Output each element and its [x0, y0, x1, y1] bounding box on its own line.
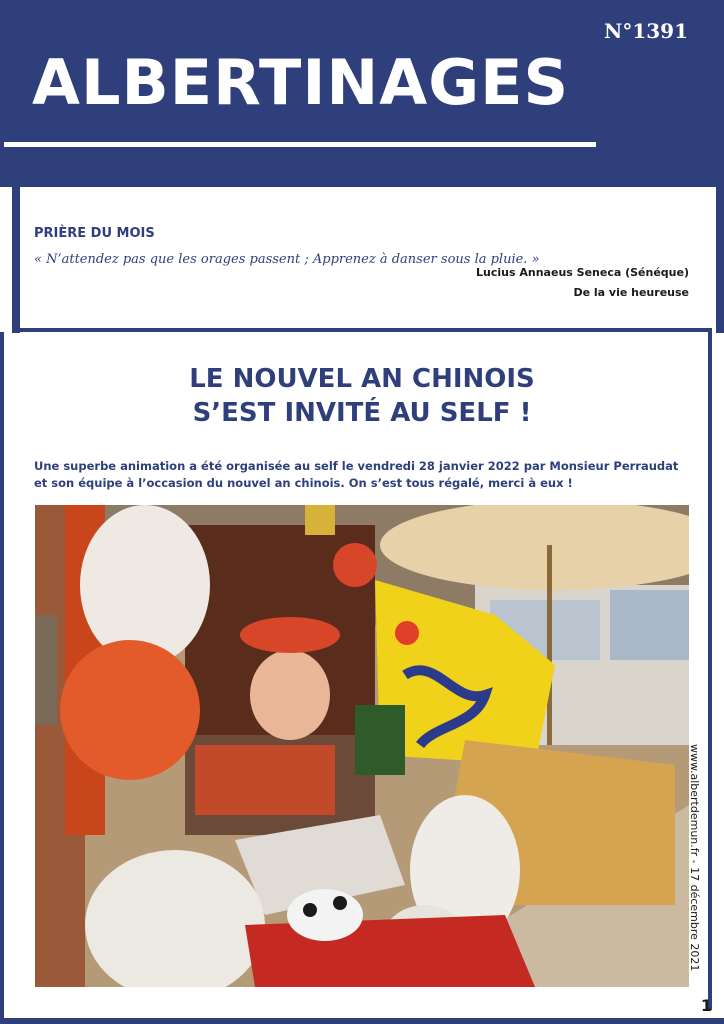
frame-right-border — [708, 328, 712, 1010]
article-headline — [20, 362, 704, 430]
article-lede: Une superbe animation a été organisée au self le vendredi 28 janvier 2022 par Monsieur Perraudat et son équipe à l’occasion du nouvel an chinois. On s’est tous régalé, merci à eux ! — [34, 459, 679, 490]
frame-left-border — [0, 332, 4, 1024]
frame-left-edge — [12, 187, 20, 333]
chinese-new-year-display-image — [35, 505, 689, 987]
frame-right-edge — [716, 187, 724, 333]
masthead-rule — [4, 142, 596, 147]
prayer-quote: « N’attendez pas que les orages passent ; Apprenez à danser sous la pluie. » — [34, 252, 540, 267]
headline-line-2: S’EST INVITÉ AU SELF ! — [192, 398, 532, 428]
prayer-heading: PRIÈRE DU MOIS — [34, 226, 155, 241]
headline-line-1: LE NOUVEL AN CHINOIS — [189, 364, 535, 394]
quote-source: De la vie heureuse — [573, 286, 689, 299]
side-website-date: www.albertdemun.fr - 17 décembre 2021 — [688, 744, 701, 972]
page-number: 1 — [700, 996, 712, 1015]
frame-divider — [12, 328, 712, 332]
frame-bottom-border — [0, 1018, 724, 1024]
masthead-banner — [0, 0, 724, 187]
issue-number: N°1391 — [604, 19, 688, 43]
masthead-title: ALBERTINAGES — [32, 46, 570, 119]
article-photo — [35, 505, 689, 987]
quote-author: Lucius Annaeus Seneca (Sénéque) — [476, 266, 689, 279]
